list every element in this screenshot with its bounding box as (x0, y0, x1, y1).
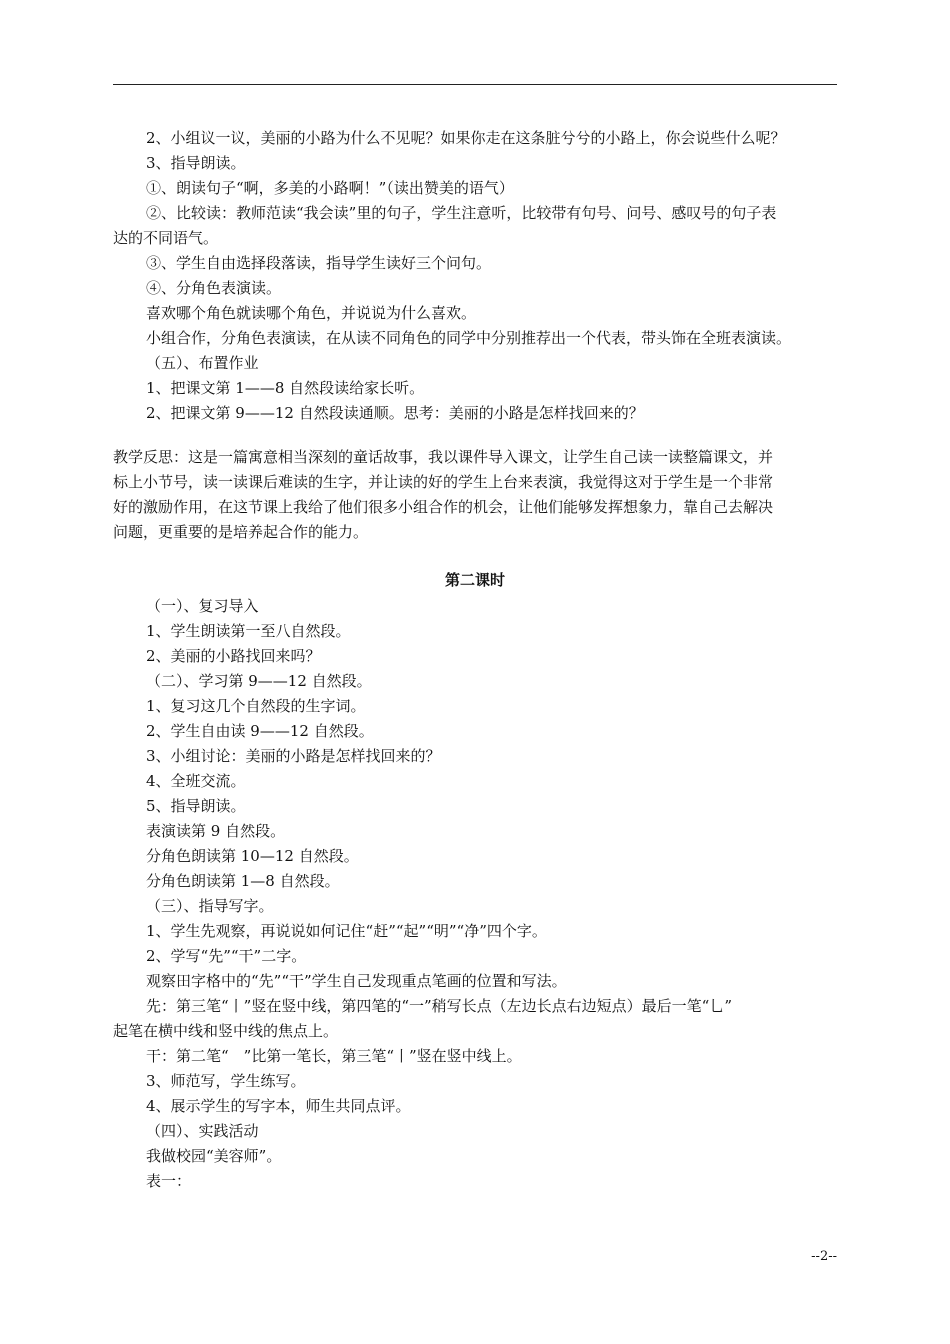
text-line: 表一： (146, 1172, 192, 1190)
reflection-line: 问题，更重要的是培养起合作的能力。 (113, 523, 369, 541)
text-line: （二）、学习第 9——12 自然段。 (146, 672, 372, 690)
text-line: 1、学生先观察，再说说如何记住“赶”“起”“明”“净”四个字。 (146, 922, 547, 940)
text-line: 达的不同语气。 (113, 229, 219, 247)
text-line: 1、学生朗读第一至八自然段。 (146, 622, 351, 640)
text-line: 4、展示学生的写字本，师生共同点评。 (146, 1097, 411, 1115)
text-line: 分角色朗读第 10—12 自然段。 (146, 847, 359, 865)
reflection-line: 教学反思：这是一篇寓意相当深刻的童话故事，我以课件导入课文，让学生自己读一读整篇课文，并 (113, 448, 774, 466)
text-line: 1、把课文第 1——8 自然段读给家长听。 (146, 379, 425, 397)
reflection-line: 标上小节号，读一读课后难读的生字，并让读的好的学生上台来表演，我觉得这对于学生是一个非常 (113, 473, 774, 491)
text-line: （三）、指导写字。 (146, 897, 274, 915)
text-line: （五）、布置作业 (146, 354, 259, 372)
header-rule (113, 84, 837, 85)
text-line: 2、把课文第 9——12 自然段读通顺。思考：美丽的小路是怎样找回来的？ (146, 404, 644, 422)
text-line: 3、指导朗读。 (146, 154, 246, 172)
text-line: 表演读第 9 自然段。 (146, 822, 286, 840)
text-line: 起笔在横中线和竖中线的焦点上。 (113, 1022, 339, 1040)
text-line: ④、分角色表演读。 (146, 279, 282, 297)
text-line: ③、学生自由选择段落读，指导学生读好三个问句。 (146, 254, 492, 272)
section-title: 第二课时 (444, 571, 505, 589)
text-line: 2、小组议一议，美丽的小路为什么不见呢？如果你走在这条脏兮兮的小路上，你会说些什么呢？ (146, 129, 786, 147)
reflection-line: 好的激励作用，在这节课上我给了他们很多小组合作的机会，让他们能够发挥想象力，靠自己去解决 (113, 498, 774, 516)
text-line: 3、师范写，学生练写。 (146, 1072, 306, 1090)
text-line: ①、朗读句子“啊，多美的小路啊！”（读出赞美的语气） (146, 179, 514, 197)
text-line: 3、小组讨论：美丽的小路是怎样找回来的？ (146, 747, 441, 765)
text-line: 5、指导朗读。 (146, 797, 246, 815)
text-line: ②、比较读：教师范读“我会读”里的句子，学生注意听，比较带有句号、问号、感叹号的句子表 (146, 204, 777, 222)
text-line: 小组合作，分角色表演读，在从读不同角色的同学中分别推荐出一个代表，带头饰在全班表演读。 (146, 329, 792, 347)
text-line: 1、复习这几个自然段的生字词。 (146, 697, 366, 715)
text-line: 观察田字格中的“先”“干”学生自己发现重点笔画的位置和写法。 (146, 972, 567, 990)
text-line: 4、全班交流。 (146, 772, 246, 790)
text-line: 2、学写“先”“干”二字。 (146, 947, 307, 965)
page-number: --2-- (811, 1249, 837, 1264)
text-line: 先：第三笔“丨”竖在竖中线，第四笔的“一”稍写长点（左边长点右边短点）最后一笔“乚” (146, 997, 733, 1015)
text-line: 喜欢哪个角色就读哪个角色，并说说为什么喜欢。 (146, 304, 477, 322)
text-line: 分角色朗读第 1—8 自然段。 (146, 872, 340, 890)
text-line: （四）、实践活动 (146, 1122, 259, 1140)
text-line: 2、美丽的小路找回来吗？ (146, 647, 321, 665)
text-line: （一）、复习导入 (146, 597, 259, 615)
text-line: 干：第二笔“ ”比第一笔长，第三笔“丨”竖在竖中线上。 (146, 1047, 522, 1065)
text-line: 我做校园“美容师”。 (146, 1147, 282, 1165)
text-line: 2、学生自由读 9——12 自然段。 (146, 722, 374, 740)
